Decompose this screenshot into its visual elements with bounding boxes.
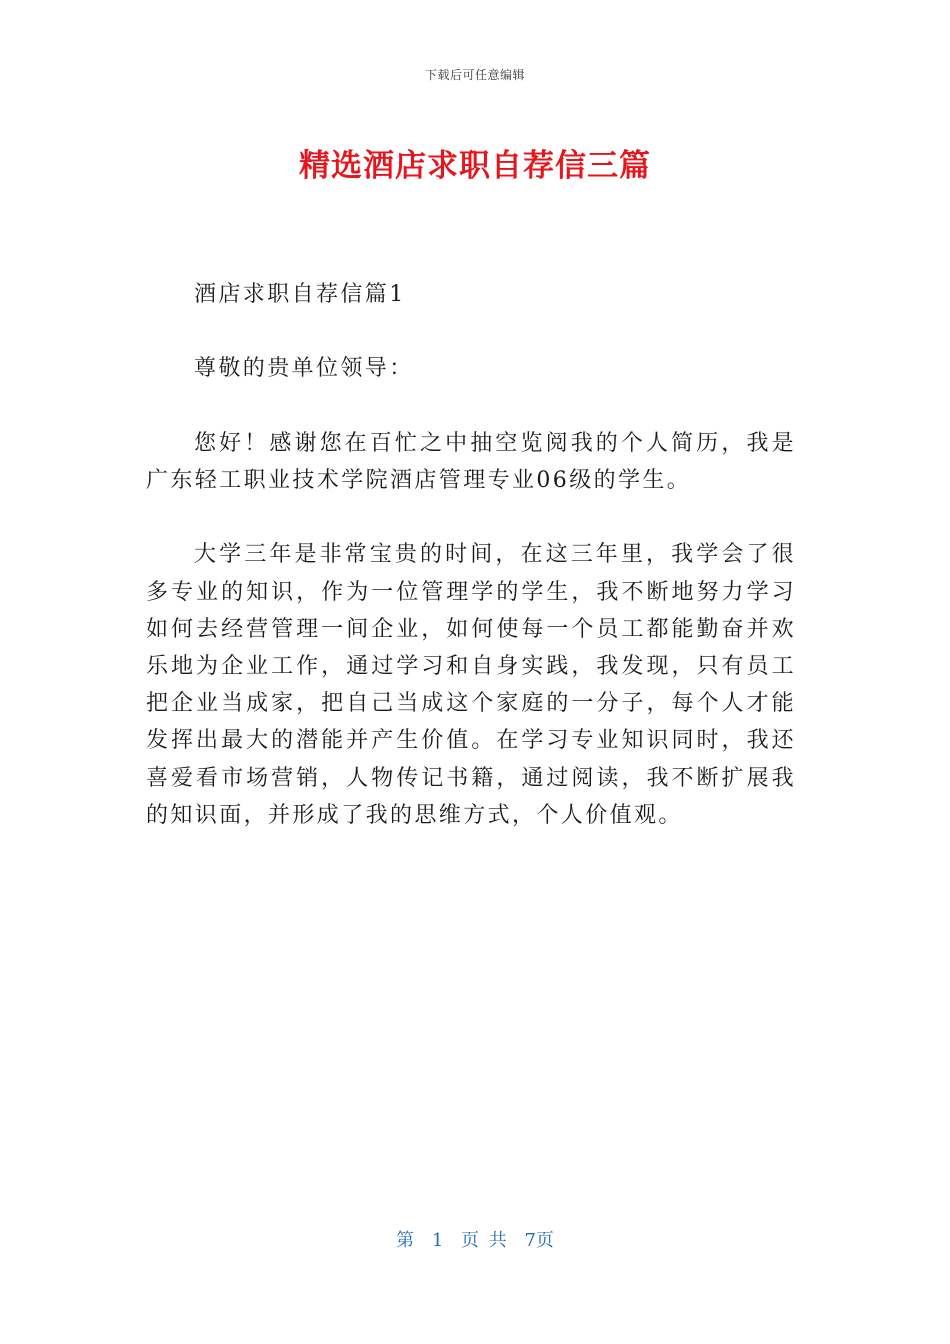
page-prefix: 第 [396,1230,415,1251]
page-mid: 页 共 [461,1230,507,1251]
page-current: 1 [431,1230,444,1251]
body-paragraph: 您好！感谢您在百忙之中抽空览阅我的个人简历，我是广东轻工职业技术学院酒店管理专业06级的学生。 [146,430,796,493]
section-heading: 酒店求职自荐信篇1 [194,282,406,307]
document-body [146,276,796,871]
page-number-footer [0,1226,950,1252]
header-note: 下载后可任意编辑 [424,68,525,82]
body-paragraph: 大学三年是非常宝贵的时间，在这三年里，我学会了很多专业的知识，作为一位管理学的学生，我不断地努力学习如何去经营管理一间企业，如何使每一个员工都能勤奋并欢乐地为企业工作，通过学习和自身实践，我发现，只有员工把企业当成家，把自己当成这个家庭的一分子，每个人才能发挥出最大的潜能并产生价值。在学习专业知识同时，我还喜爱看市场营销，人物传记书籍，通过阅读，我不断扩展我的知识面，并形成了我的思维方式，个人价值观。 [146,542,796,828]
page-total: 7页 [524,1230,554,1251]
document-title: 精选酒店求职自荐信三篇 [299,148,651,184]
salutation: 尊敬的贵单位领导： [194,356,414,382]
